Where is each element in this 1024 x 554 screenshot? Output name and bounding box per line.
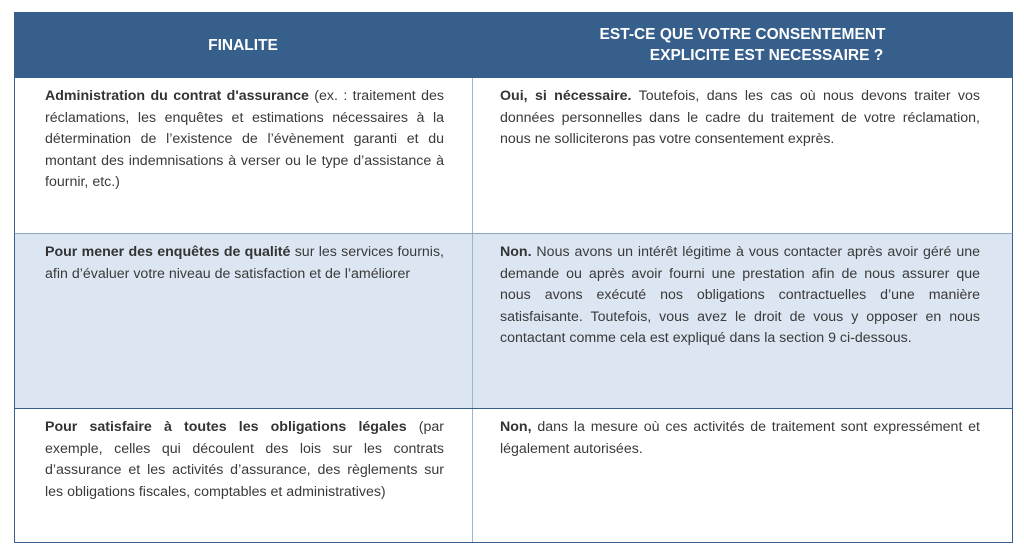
- table-row: [14, 234, 1013, 409]
- consent-detail: Nous avons un intérêt légitime à vous contacter après avoir géré une demande ou après avoir fourni une prestation afin de nous assurer que nous avons exécuté nos obligations contractuelles d’une manière satisfaisante. Toutefois, vous avez le droit de vous y opposer en nous contactant comme cela est expliqué dans la section 9 ci-dessous.: [500, 244, 980, 347]
- purpose-cell: [15, 234, 473, 408]
- consent-answer: Non,: [500, 419, 532, 435]
- header-consent-line1: EST-CE QUE VOTRE CONSENTEMENT: [599, 26, 886, 43]
- purpose-title: Pour satisfaire à toutes les obligations légales: [45, 419, 407, 435]
- consent-cell: [473, 234, 1012, 408]
- purpose-detail: sur les services fournis, afin d’évaluer votre niveau de satisfaction et de l’améliorer: [45, 244, 444, 282]
- purpose-title: Administration du contrat d'assurance: [45, 88, 309, 104]
- consent-answer: Oui, si nécessaire.: [500, 88, 632, 104]
- purpose-detail: (par exemple, celles qui découlent des lois sur les contrats d’assurance et les activités d’assurance, des règlements sur les obligations fiscales, comptables et administratives): [45, 419, 444, 500]
- consent-answer: Non.: [500, 244, 532, 260]
- header-purpose: FINALITE: [208, 36, 278, 54]
- purpose-detail: (ex. : traitement des réclamations, les enquêtes et estimations nécessaires à la détermination de l’existence de l’évènement garanti et du montant des indemnisations à verser ou le type d’assistance à fournir, etc.): [45, 88, 444, 191]
- purpose-consent-table: [14, 12, 1013, 543]
- consent-cell: [473, 78, 1012, 233]
- purpose-cell: [15, 409, 473, 542]
- purpose-title: Pour mener des enquêtes de qualité: [45, 244, 291, 260]
- table-row: [14, 409, 1013, 543]
- consent-detail: Toutefois, dans les cas où nous devons traiter vos données personnelles dans le cadre du traitement de votre réclamation, nous ne solliciterons pas votre consentement exprès.: [500, 88, 980, 148]
- consent-cell: [473, 409, 1012, 542]
- table-header: [14, 12, 1013, 78]
- purpose-cell: [15, 78, 473, 233]
- header-consent-line2: EXPLICITE EST NECESSAIRE ?: [649, 47, 884, 64]
- consent-detail: dans la mesure où ces activités de traitement sont expressément et légalement autorisées.: [500, 419, 980, 457]
- table-row: [14, 78, 1013, 234]
- header-consent: [472, 12, 1013, 78]
